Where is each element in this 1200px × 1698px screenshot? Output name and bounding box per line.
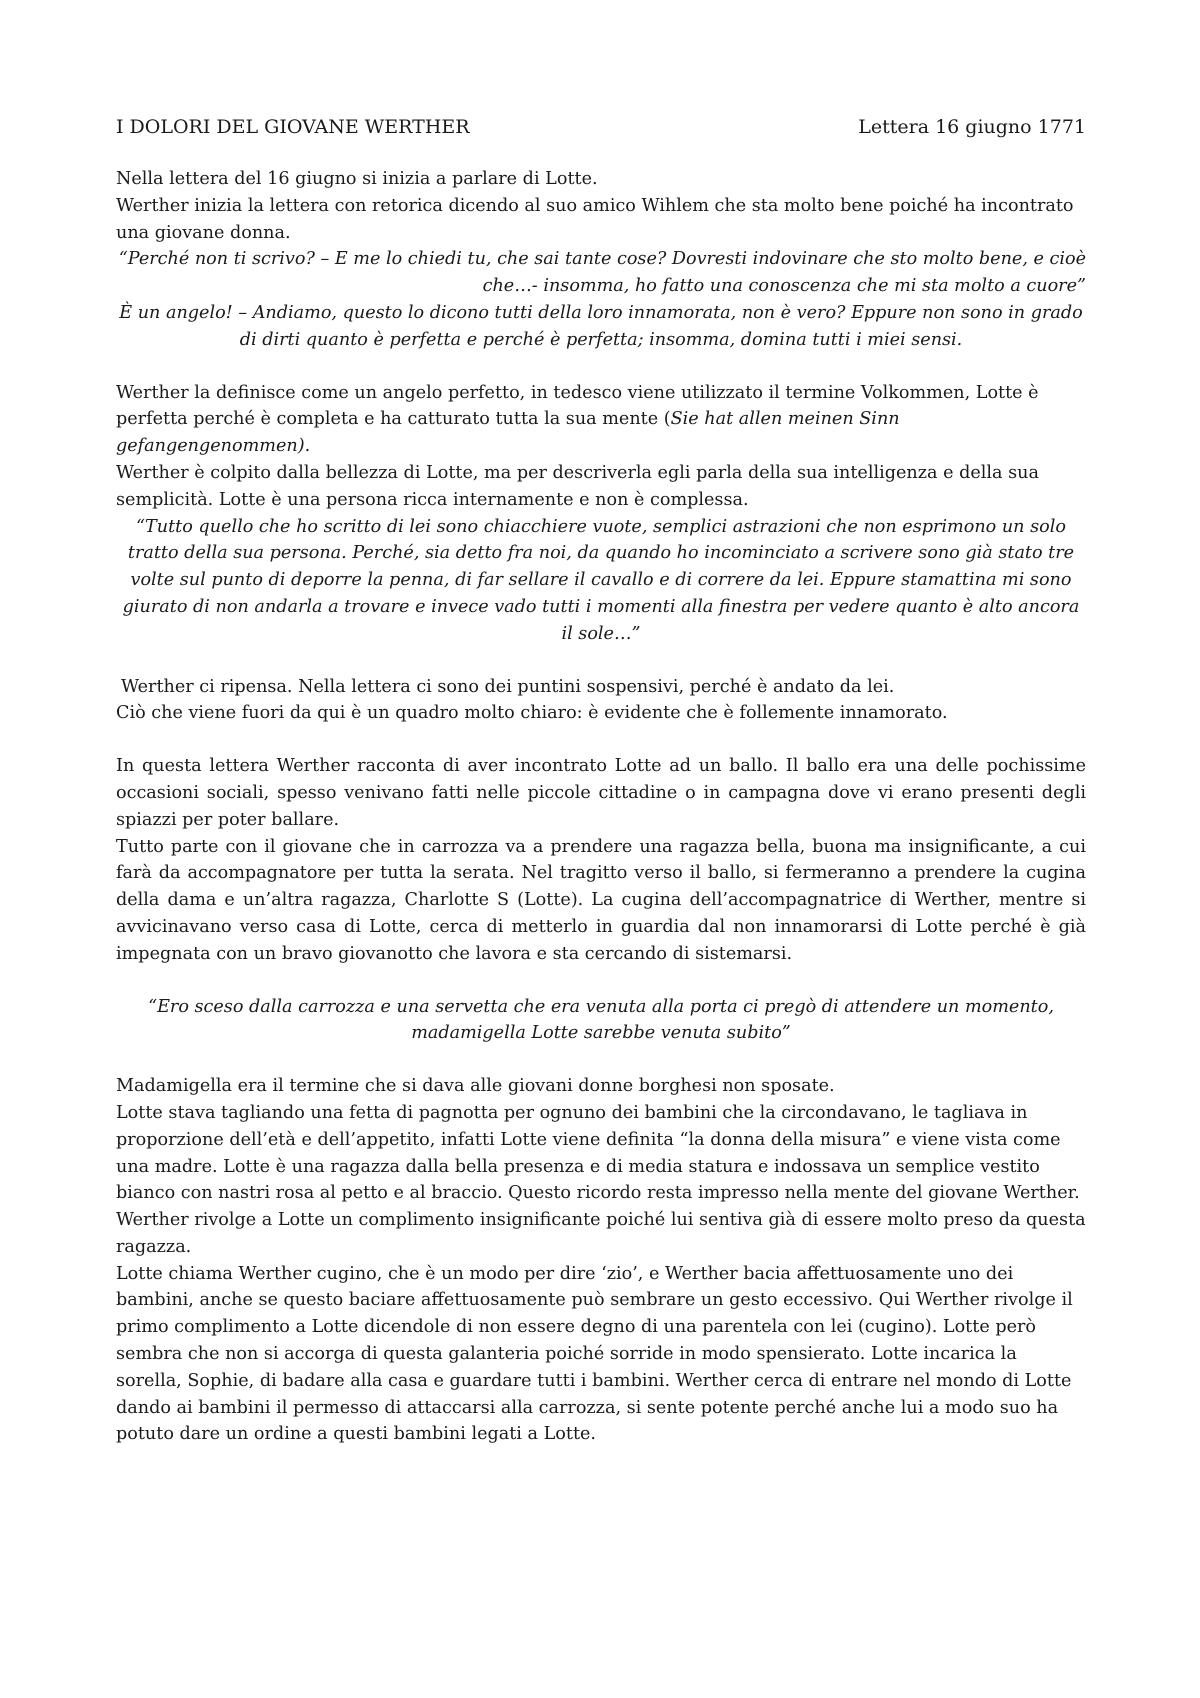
document-header — [116, 114, 1086, 140]
paragraph-ball: In questa lettera Werther racconta di aver incontrato Lotte ad un ballo. Il ballo era una delle pochissime occasioni sociali, spesso venivano fatti nelle piccole cittadine o in campagna dove vi erano presenti degli spiazzi per poter ballare. — [116, 756, 1086, 830]
quote-letter-opening: “Perché non ti scrivo? – E me lo chiedi tu, che sai tante cose? Dovresti indovinare che sto molto bene, e cioè che…- insomma, ho fatto una conoscenza che mi sta molto a cuore” — [118, 249, 1086, 297]
paragraph-carriage: Tutto parte con il giovane che in carrozza va a prendere una ragazza bella, buona ma insignificante, a cui farà da accompagnatore per tutta la serata. Nel tragitto verso il ballo, si fermeranno a prendere la cugina della dama e un’altra ragazza, Charlotte S (Lotte). La cugina dell’accompagnatrice di Werther, mentre si avvicinavano verso casa di Lotte, cerca di metterlo in guardia dal non innamorarsi di Lotte perché è già impegnata con un bravo giovanotto che lavora e sta cercando di sistemarsi. — [116, 836, 1086, 964]
quote-angel: È un angelo! – Andiamo, questo lo dicono tutti della loro innamorata, non è vero? Eppure non sono in grado di dirti quanto è perfetta e perché è perfetta; insomma, domina tutti i miei sensi. — [119, 302, 1083, 350]
quote-empty-chatter: “Tutto quello che ho scritto di lei sono chiacchiere vuote, semplici astrazioni che non esprimono un solo tratto della sua persona. Perché, sia detto fra noi, da quando ho incominciato a scrivere sono già stato tre volte sul punto di deporre la penna, di far sellare il cavallo e di correre da lei. Eppure stamattina mi sono giurato di non andarla a trovare e invece vado tutti i momenti alla finestra per vedere quanto è alto ancora il sole…” — [122, 516, 1080, 644]
spacer — [116, 648, 1086, 674]
paragraph-intro: Nella lettera del 16 giugno si inizia a parlare di Lotte. — [116, 169, 598, 189]
spacer — [116, 354, 1086, 380]
spacer — [116, 1047, 1086, 1073]
german-quote: Sie hat allen meinen Sinn gefangengenommen). — [116, 409, 900, 457]
paragraph-in-love: Ciò che viene fuori da qui è un quadro molto chiaro: è evidente che è follemente innamorato. — [116, 703, 948, 724]
paragraph-perfect-angel-text: Werther la definisce come un angelo perfetto, in tedesco viene utilizzato il termine Volkommen, Lotte è perfetta perché è completa e ha catturato tutta la sua mente ( — [116, 382, 1039, 430]
paragraph-madamigella: Madamigella era il termine che si dava alle giovani donne borghesi non sposate. — [116, 1076, 835, 1097]
paragraph-beauty: Werther è colpito dalla bellezza di Lotte, ma per descriverla egli parla della sua intelligenza e della sua semplicità. Lotte è una persona ricca internamente e non è complessa. — [116, 462, 1039, 510]
spacer — [116, 968, 1086, 994]
paragraph-cousin: Lotte chiama Werther cugino, che è un modo per dire ‘zio’, e Werther bacia affettuosamente uno dei bambini, anche se questo baciare affettuosamente può sembrare un gesto eccessivo. Qui Werther rivolge il primo complimento a Lotte dicendole di non essere degno di una parentela con lei (cugino). Lotte però sembra che non si accorga di questa galanteria poiché sorride in modo spensierato. Lotte incarica la sorella, Sophie, di badare alla casa e guardare tutti i bambini. Werther cerca di entrare nel mondo di Lotte dando ai bambini il permesso di attaccarsi alla carrozza, si sente potente perché anche lui a modo suo ha potuto dare un ordine a questi bambini legati a Lotte. — [116, 1263, 1073, 1445]
paragraph-perfect-angel — [116, 380, 1086, 460]
paragraph-rhetoric: Werther inizia la lettera con retorica dicendo al suo amico Wihlem che sta molto bene poiché ha incontrato una giovane donna. — [116, 195, 1074, 243]
quote-carriage: “Ero sceso dalla carrozza e una servetta che era venuta alla porta ci pregò di attendere un momento, madamigella Lotte sarebbe venuta subito” — [148, 996, 1054, 1044]
document-body — [116, 114, 1086, 1448]
paragraph-rethinks: Werther ci ripensa. Nella lettera ci sono dei puntini sospensivi, perché è andato da lei. — [121, 676, 895, 697]
spacer — [116, 727, 1086, 753]
letter-date: Lettera 16 giugno 1771 — [858, 116, 1086, 138]
paragraph-bread: Lotte stava tagliando una fetta di pagnotta per ognuno dei bambini che la circondavano, le tagliava in proporzione dell’età e dell’appetito, infatti Lotte viene definita “la donna della misura” e viene vista come una madre. Lotte è una ragazza dalla bella presenza e di media statura e indossava un semplice vestito bianco con nastri rosa al petto e al braccio. Questo ricordo resta impresso nella mente del giovane Werther. Werther rivolge a Lotte un complimento insignificante poiché lui sentiva già di essere molto preso da questa ragazza. — [116, 1102, 1086, 1257]
document-title: I DOLORI DEL GIOVANE WERTHER — [116, 116, 470, 138]
